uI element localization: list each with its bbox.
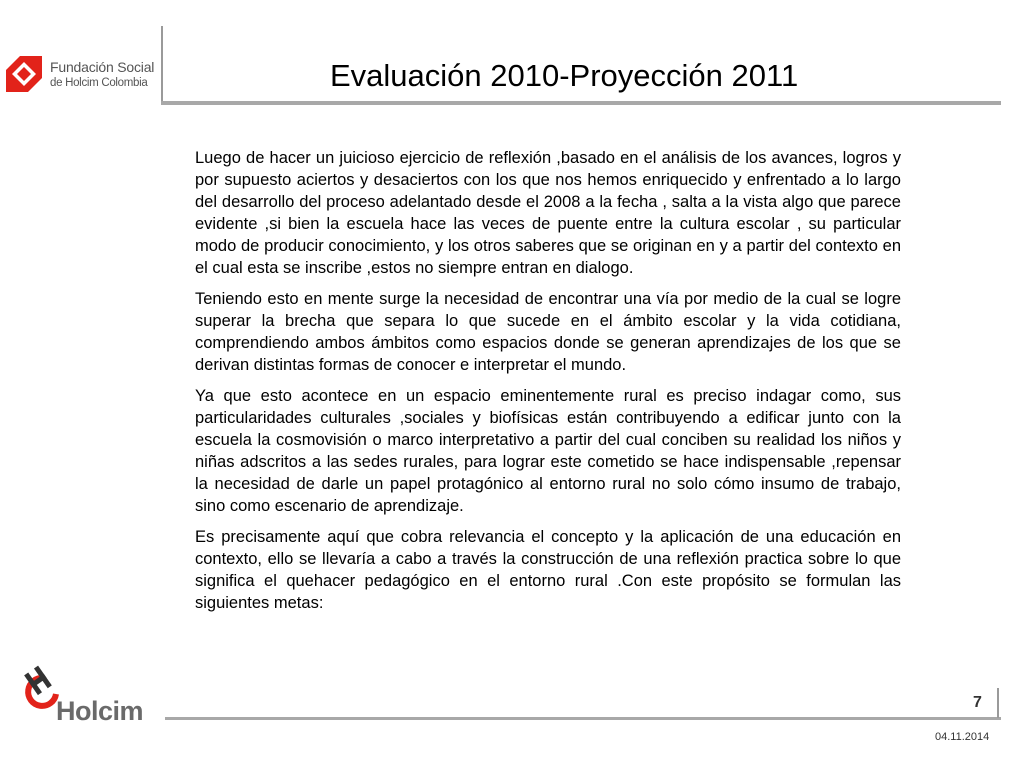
footer-horizontal-rule [165, 717, 1001, 720]
page-number: 7 [973, 694, 982, 711]
fundacion-logo-icon [6, 56, 42, 92]
footer-date: 04.11.2014 [935, 731, 990, 743]
holcim-logo [22, 660, 152, 730]
body-text [195, 147, 901, 623]
fundacion-logo [6, 56, 156, 96]
paragraph-2: Teniendo esto en mente surge la necesidad de encontrar una vía por medio de la cual se logre superar la brecha que separa lo que sucede en el ámbito escolar y la vida cotidiana, comprendiendo ambos ámbitos como espacios donde se generan aprendizajes de los que se derivan distintas formas de conocer e interpretar el mundo. [195, 290, 901, 374]
page-title: Evaluación 2010-Proyección 2011 [330, 58, 799, 93]
paragraph-4: Es precisamente aquí que cobra relevancia el concepto y la aplicación de una educación en contexto, ello se llevaría a cabo a través la construcción de una reflexión practica sobre lo que significa el quehacer pedagógico en el entorno rural .Con este propósito se formulan las siguientes metas: [195, 528, 901, 612]
org-name-line1: Fundación Social [50, 59, 155, 75]
footer-vertical-rule [997, 688, 999, 718]
header-vertical-rule [161, 26, 163, 102]
paragraph-1: Luego de hacer un juicioso ejercicio de reflexión ,basado en el análisis de los avances, logros y por supuesto aciertos y desaciertos con los que nos hemos enriquecido y enfrentado a lo largo del desarrollo del proceso adelantado desde el 2008 a la fecha , salta a la vista algo que parece evidente ,si bien la escuela hace las veces de puente entre la cultura escolar , su particular modo de producir conocimiento, y los otros saberes que se originan en y a partir del contexto en el cual esta se inscribe ,estos no siempre entran en dialogo. [195, 149, 901, 277]
paragraph-3: Ya que esto acontece en un espacio eminentemente rural es preciso indagar como, sus particularidades culturales ,sociales y biofísicas están contribuyendo a edificar junto con la escuela la cosmovisión o marco interpretativo a partir del cual conciben su realidad los niños y niñas adscritos a las sedes rurales, para lograr este cometido se hace indispensable ,repensar la necesidad de darle un papel protagónico al entorno rural no solo cómo insumo de trabajo, sino como escenario de aprendizaje. [195, 387, 901, 515]
header-horizontal-rule [161, 101, 1001, 105]
org-name-line2: de Holcim Colombia [50, 77, 148, 89]
holcim-wordmark: Holcim [56, 696, 144, 726]
